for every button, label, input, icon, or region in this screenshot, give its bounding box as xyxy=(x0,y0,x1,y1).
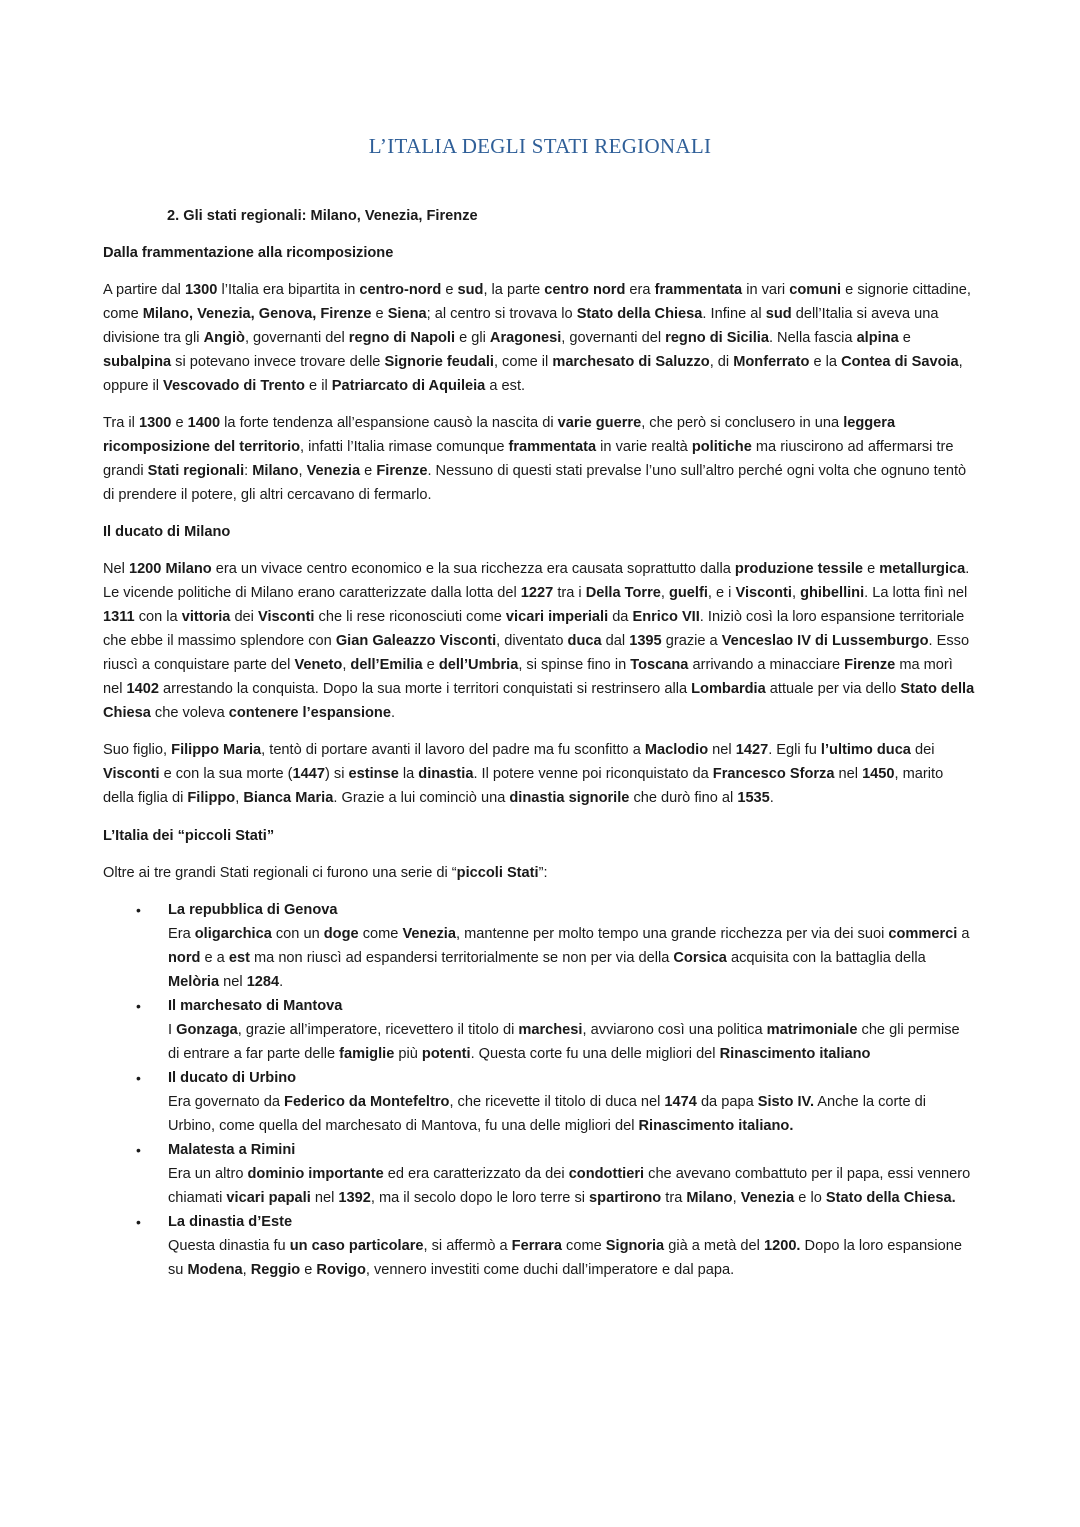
bold-text: vittoria xyxy=(181,609,231,625)
bold-text: 1200 Milano xyxy=(128,561,212,577)
list-item-text: Era governato da Federico da Montefeltro, che ricevette il titolo di duca nel 1474 da papa Sisto IV. Anche la corte di Urbino, come quella del marchesato di Mantova, fu una delle migliori del Rinascimento italiano. xyxy=(168,1094,926,1134)
list-item xyxy=(103,1210,975,1282)
bold-text: marchesato di Saluzzo xyxy=(552,354,710,370)
bold-text: commerci xyxy=(888,926,958,942)
bold-text: Modena xyxy=(187,1262,243,1278)
bold-text: Milano xyxy=(686,1190,733,1206)
bold-text: Rinascimento italiano. xyxy=(638,1118,794,1134)
bold-text: Stato della Chiesa. xyxy=(825,1190,956,1206)
paragraph: Nel 1200 Milano era un vivace centro economico e la sua ricchezza era causata soprattutto dalla produzione tessile e metallurgica. Le vicende politiche di Milano erano caratterizzate dalla lotta del 1227 tra i Della Torre, guelfi, e i Visconti, ghibellini. La lotta finì nel 1311 con la vittoria dei Visconti che li rese riconosciuti come vicari imperiali da Enrico VII. Iniziò così la loro espansione territoriale che ebbe il massimo splendore con Gian Galeazzo Visconti, diventato duca dal 1395 grazie a Venceslao IV di Lussemburgo. Esso riuscì a conquistare parte del Veneto, dell’Emilia e dell’Umbria, si spinse fino in Toscana arrivando a minacciare Firenze ma morì nel 1402 arrestando la conquista. Dopo la sua morte i territori conquistati si restrinsero alla Lombardia attuale per via dello Stato della Chiesa che voleva contenere l’espansione. xyxy=(103,561,975,721)
list-item-title: Malatesta a Rimini xyxy=(168,1142,296,1158)
bullet-icon: • xyxy=(136,998,141,1014)
bold-text: subalpina xyxy=(103,354,172,370)
bold-text: varie guerre xyxy=(557,415,642,431)
bullet-icon: • xyxy=(136,1214,141,1230)
bold-text: un caso particolare xyxy=(289,1238,424,1254)
bold-text: est xyxy=(228,950,250,966)
bold-text: frammentata xyxy=(654,282,743,298)
bold-text: Gian Galeazzo Visconti xyxy=(335,633,497,649)
bold-text: nord xyxy=(168,950,201,966)
bold-text: Vescovado di Trento xyxy=(163,378,305,394)
bold-text: piccoli Stati xyxy=(456,865,539,881)
bold-text: Rovigo xyxy=(316,1262,366,1278)
bold-text: potenti xyxy=(421,1046,471,1062)
bold-text: Rinascimento italiano xyxy=(719,1046,871,1062)
bold-text: 1392 xyxy=(338,1190,371,1206)
section-heading-piccoli-stati: L’Italia dei “piccoli Stati” xyxy=(103,828,275,844)
bold-text: 1427 xyxy=(735,742,769,758)
bold-text: Filippo Maria xyxy=(171,742,262,758)
bold-text: Signorie feudali xyxy=(384,354,494,370)
bold-text: Monferrato xyxy=(733,354,810,370)
bold-text: Firenze xyxy=(376,463,428,479)
bold-text: Contea di Savoia xyxy=(841,354,959,370)
bold-text: Signoria xyxy=(605,1238,665,1254)
bold-text: metallurgica xyxy=(879,561,966,577)
bold-text: Melòria xyxy=(168,974,220,990)
bold-text: Visconti xyxy=(257,609,315,625)
bold-text: famiglie xyxy=(339,1046,395,1062)
bold-text: marchesi xyxy=(518,1022,583,1038)
bold-text: Enrico VII xyxy=(632,609,700,625)
section-heading-milano: Il ducato di Milano xyxy=(103,524,231,540)
bold-text: Reggio xyxy=(250,1262,301,1278)
bold-text: 1447 xyxy=(292,766,326,782)
bold-text: Venezia xyxy=(740,1190,795,1206)
bold-text: spartirono xyxy=(589,1190,662,1206)
bold-text: regno di Sicilia xyxy=(665,330,769,346)
list-item-title: La repubblica di Genova xyxy=(168,902,338,918)
bold-text: contenere l’espansione xyxy=(228,705,391,721)
chapter-subtitle: 2. Gli stati regionali: Milano, Venezia, Firenze xyxy=(167,208,478,224)
bold-text: 1400 xyxy=(187,415,221,431)
bold-text: comuni xyxy=(789,282,842,298)
bullet-icon: • xyxy=(136,1070,141,1086)
bold-text: 1200. xyxy=(763,1238,801,1254)
bold-text: estinse xyxy=(348,766,399,782)
list-item xyxy=(103,994,975,1066)
bold-text: Sisto IV. xyxy=(757,1094,815,1110)
bold-text: Patriarcato di Aquileia xyxy=(331,378,486,394)
bold-text: Lombardia xyxy=(691,681,766,697)
bold-text: dell’Umbria xyxy=(438,657,519,673)
bold-text: sud xyxy=(765,306,792,322)
bold-text: condottieri xyxy=(568,1166,645,1182)
bold-text: doge xyxy=(323,926,359,942)
bold-text: Venezia xyxy=(306,463,361,479)
bold-text: Gonzaga xyxy=(176,1022,238,1038)
bold-text: Maclodio xyxy=(644,742,709,758)
bold-text: 1300 xyxy=(138,415,172,431)
bold-text: produzione tessile xyxy=(734,561,864,577)
piccoli-stati-list xyxy=(103,898,975,1282)
bold-text: Veneto xyxy=(294,657,343,673)
list-item-title: La dinastia d’Este xyxy=(168,1214,293,1230)
bold-text: alpina xyxy=(856,330,899,346)
list-item xyxy=(103,898,975,994)
bold-text: matrimoniale xyxy=(766,1022,858,1038)
bold-text: centro nord xyxy=(544,282,626,298)
bold-text: ghibellini xyxy=(800,585,865,601)
bold-text: Della Torre xyxy=(585,585,661,601)
bold-text: centro-nord xyxy=(359,282,442,298)
bold-text: dinastia xyxy=(418,766,474,782)
bold-text: Francesco Sforza xyxy=(712,766,835,782)
bold-text: dell’Emilia xyxy=(350,657,423,673)
bold-text: Stato della Chiesa xyxy=(576,306,703,322)
bold-text: Stati regionali xyxy=(147,463,245,479)
bold-text: dominio importante xyxy=(247,1166,384,1182)
list-item-title: Il marchesato di Mantova xyxy=(168,998,343,1014)
bold-text: Firenze xyxy=(844,657,896,673)
bold-text: vicari papali xyxy=(226,1190,311,1206)
bold-text: Toscana xyxy=(630,657,689,673)
list-item xyxy=(103,1138,975,1210)
paragraph: Suo figlio, Filippo Maria, tentò di portare avanti il lavoro del padre ma fu sconfitto a Maclodio nel 1427. Egli fu l’ultimo duca dei Visconti e con la sua morte (1447) si estinse la dinastia. Il potere venne poi riconquistato da Francesco Sforza nel 1450, marito della figlia di Filippo, Bianca Maria. Grazie a lui cominciò una dinastia signorile che durò fino al 1535. xyxy=(103,742,944,806)
paragraph: A partire dal 1300 l’Italia era bipartita in centro-nord e sud, la parte centro nord era frammentata in vari comuni e signorie cittadine, come Milano, Venezia, Genova, Firenze e Siena; al centro si trovava lo Stato della Chiesa. Infine al sud dell’Italia si aveva una divisione tra gli Angiò, governanti del regno di Napoli e gli Aragonesi, governanti del regno di Sicilia. Nella fascia alpina e subalpina si potevano invece trovare delle Signorie feudali, come il marchesato di Saluzzo, di Monferrato e la Contea di Savoia, oppure il Vescovado di Trento e il Patriarcato di Aquileia a est. xyxy=(103,282,971,394)
bold-text: Milano xyxy=(252,463,299,479)
bold-text: 1474 xyxy=(664,1094,697,1110)
list-item-text: Era un altro dominio importante ed era caratterizzato da dei condottieri che avevano combattuto per il papa, essi vennero chiamati vicari papali nel 1392, ma il secolo dopo le loro terre si spartirono tra Milano, Venezia e lo Stato della Chiesa. xyxy=(168,1166,971,1206)
bullet-icon: • xyxy=(136,1142,141,1158)
bold-text: oligarchica xyxy=(194,926,272,942)
list-item-text: Era oligarchica con un doge come Venezia, mantenne per molto tempo una grande ricchezza per via dei suoi commerci a nord e a est ma non riuscì ad espandersi territorialmente se non per via della Corsica acquisita con la battaglia della Melòria nel 1284. xyxy=(168,926,970,990)
bold-text: 1535 xyxy=(737,790,770,806)
bullet-icon: • xyxy=(136,902,141,918)
bold-text: Venceslao IV di Lussemburgo xyxy=(721,633,929,649)
bold-text: 1450 xyxy=(862,766,895,782)
section-heading-frammentazione: Dalla frammentazione alla ricomposizione xyxy=(103,245,394,261)
bold-text: Venezia xyxy=(402,926,456,942)
paragraph: Tra il 1300 e 1400 la forte tendenza all’espansione causò la nascita di varie guerre, che però si conclusero in una leggera ricomposizione del territorio, infatti l’Italia rimase comunque frammentata in varie realtà politiche ma riuscirono ad affermarsi tre grandi Stati regionali: Milano, Venezia e Firenze. Nessuno di questi stati prevalse l’uno sull’altro perché ogni volta che ognuno tentò di prendere il potere, gli altri cercavano di fermarlo. xyxy=(103,415,967,503)
bold-text: 1300 xyxy=(184,282,218,298)
list-item-title: Il ducato di Urbino xyxy=(168,1070,297,1086)
list-item-text: I Gonzaga, grazie all’imperatore, ricevettero il titolo di marchesi, avviarono così una politica matrimoniale che gli permise di entrare a far parte delle famiglie più potenti. Questa corte fu una delle migliori del Rinascimento italiano xyxy=(168,1022,960,1062)
bold-text: Siena xyxy=(387,306,427,322)
bold-text: Aragonesi xyxy=(489,330,562,346)
paragraph: Oltre ai tre grandi Stati regionali ci furono una serie di “piccoli Stati”: xyxy=(103,865,548,881)
bold-text: 1402 xyxy=(126,681,159,697)
bold-text: 1311 xyxy=(103,609,135,625)
bold-text: duca xyxy=(567,633,602,649)
bold-text: Bianca Maria xyxy=(243,790,334,806)
bold-text: vicari imperiali xyxy=(505,609,609,625)
bold-text: Visconti xyxy=(735,585,792,601)
bold-text: Ferrara xyxy=(511,1238,562,1254)
bold-text: Stato della Chiesa xyxy=(103,681,975,721)
bold-text: Filippo xyxy=(187,790,236,806)
bold-text: l’ultimo duca xyxy=(820,742,911,758)
bold-text: sud xyxy=(457,282,484,298)
bold-text: 1284 xyxy=(246,974,280,990)
bold-text: Visconti xyxy=(103,766,160,782)
bold-text: frammentata xyxy=(508,439,597,455)
bold-text: guelfi xyxy=(668,585,708,601)
bold-text: Federico da Montefeltro xyxy=(284,1094,450,1110)
bold-text: leggera ricomposizione del territorio xyxy=(103,415,896,455)
bold-text: Corsica xyxy=(673,950,727,966)
bold-text: dinastia signorile xyxy=(509,790,630,806)
bold-text: Angiò xyxy=(203,330,245,346)
document-body xyxy=(103,204,975,1282)
bold-text: Milano, Venezia, Genova, Firenze xyxy=(142,306,372,322)
list-item-text: Questa dinastia fu un caso particolare, si affermò a Ferrara come Signoria già a metà del 1200. Dopo la loro espansione su Modena, Reggio e Rovigo, vennero investiti come duchi dall’imperatore e dal papa. xyxy=(168,1238,962,1278)
bold-text: 1227 xyxy=(520,585,554,601)
bold-text: politiche xyxy=(691,439,752,455)
bold-text: regno di Napoli xyxy=(348,330,456,346)
list-item xyxy=(103,1066,975,1138)
page-title: L’ITALIA DEGLI STATI REGIONALI xyxy=(368,134,712,158)
bold-text: 1395 xyxy=(629,633,662,649)
